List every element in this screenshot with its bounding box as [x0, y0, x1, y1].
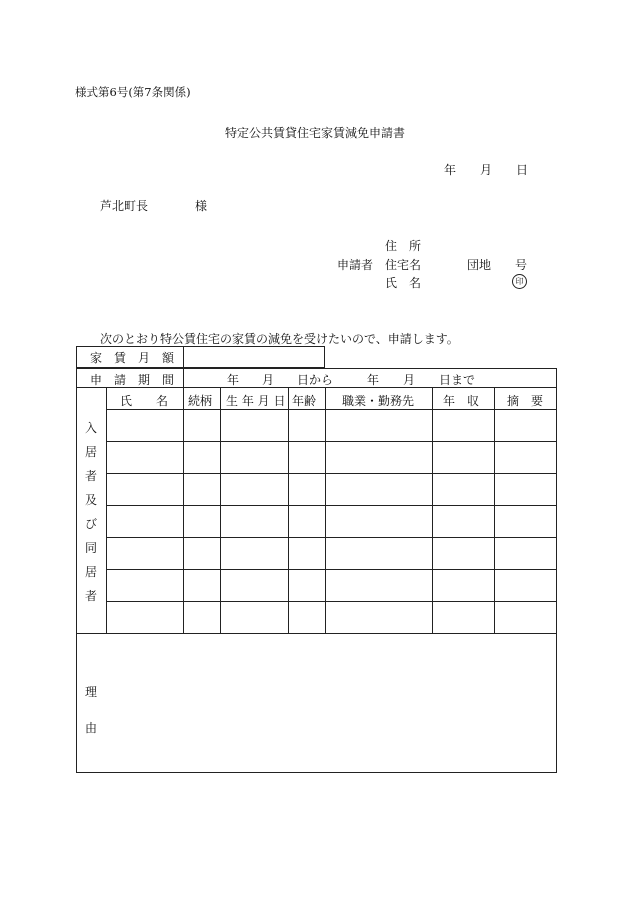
period-end-year: 年 [367, 373, 380, 387]
residents-label-char: び [84, 517, 97, 531]
column-header-remarks: 摘 要 [507, 394, 544, 408]
column-header-income: 年 収 [443, 394, 480, 408]
column-header-birthdate: 生 年 月 日 [226, 394, 286, 408]
table-row-rule [106, 537, 557, 538]
addressee-name: 芦北町長 [100, 199, 149, 213]
table-rule [106, 409, 557, 410]
table-row-rule [106, 473, 557, 474]
danchi-label: 団地 [467, 258, 492, 272]
address-label: 住 所 [385, 239, 422, 253]
period-end-month: 月 [403, 373, 416, 387]
unit-number-label: 号 [515, 258, 528, 272]
reason-section-label [76, 674, 106, 746]
residents-label-char: 者 [84, 589, 97, 603]
name-label: 氏 名 [385, 276, 422, 290]
residents-label-char: 及 [84, 493, 97, 507]
column-rule [494, 387, 495, 633]
addressee-honorific: 様 [195, 199, 208, 213]
application-statement: 次のとおり特公賃住宅の家賃の減免を受けたいので、申請します。 [100, 332, 459, 346]
seal-icon: 印 [512, 274, 527, 289]
column-header-occupation: 職業・勤務先 [342, 394, 415, 408]
period-end-day: 日まで [439, 373, 476, 387]
date-year-label: 年 [444, 163, 457, 177]
rent-amount-field[interactable] [184, 347, 324, 367]
date-month-label: 月 [480, 163, 493, 177]
table-row-rule [106, 505, 557, 506]
residents-label-char: 者 [84, 469, 97, 483]
application-period-label: 申 請 期 間 [90, 373, 175, 387]
document-title: 特定公共賃貸住宅家賃減免申請書 [224, 126, 405, 140]
residents-label-char: 同 [84, 541, 97, 555]
column-rule [220, 387, 221, 633]
table-row-rule [106, 569, 557, 570]
reason-field[interactable] [106, 636, 554, 770]
column-rule [106, 387, 107, 633]
column-rule [288, 387, 289, 633]
column-rule [432, 387, 433, 633]
reason-label-char: 由 [84, 721, 97, 735]
column-rule [183, 387, 184, 633]
table-row-rule [106, 441, 557, 442]
column-header-relationship: 続柄 [188, 394, 213, 408]
table-row-rule [106, 601, 557, 602]
reason-label-char: 理 [84, 685, 97, 699]
column-rule [325, 387, 326, 633]
period-start-month: 月 [262, 373, 275, 387]
rent-amount-label: 家 賃 月 額 [90, 351, 175, 365]
residents-label-char: 入 [84, 421, 97, 435]
residents-label-char: 居 [84, 445, 97, 459]
column-header-age: 年齢 [292, 394, 317, 408]
period-start-day: 日から [297, 373, 334, 387]
column-header-name: 氏 名 [120, 394, 169, 408]
residents-section-label [76, 416, 106, 608]
applicant-label: 申請者 [337, 258, 374, 272]
application-period-field[interactable] [184, 369, 556, 387]
form-number: 様式第6号(第7条関係) [75, 85, 191, 99]
date-day-label: 日 [516, 163, 529, 177]
residents-label-char: 居 [84, 565, 97, 579]
table-rule [76, 633, 557, 634]
period-start-year: 年 [227, 373, 240, 387]
residence-name-label: 住宅名 [385, 258, 422, 272]
